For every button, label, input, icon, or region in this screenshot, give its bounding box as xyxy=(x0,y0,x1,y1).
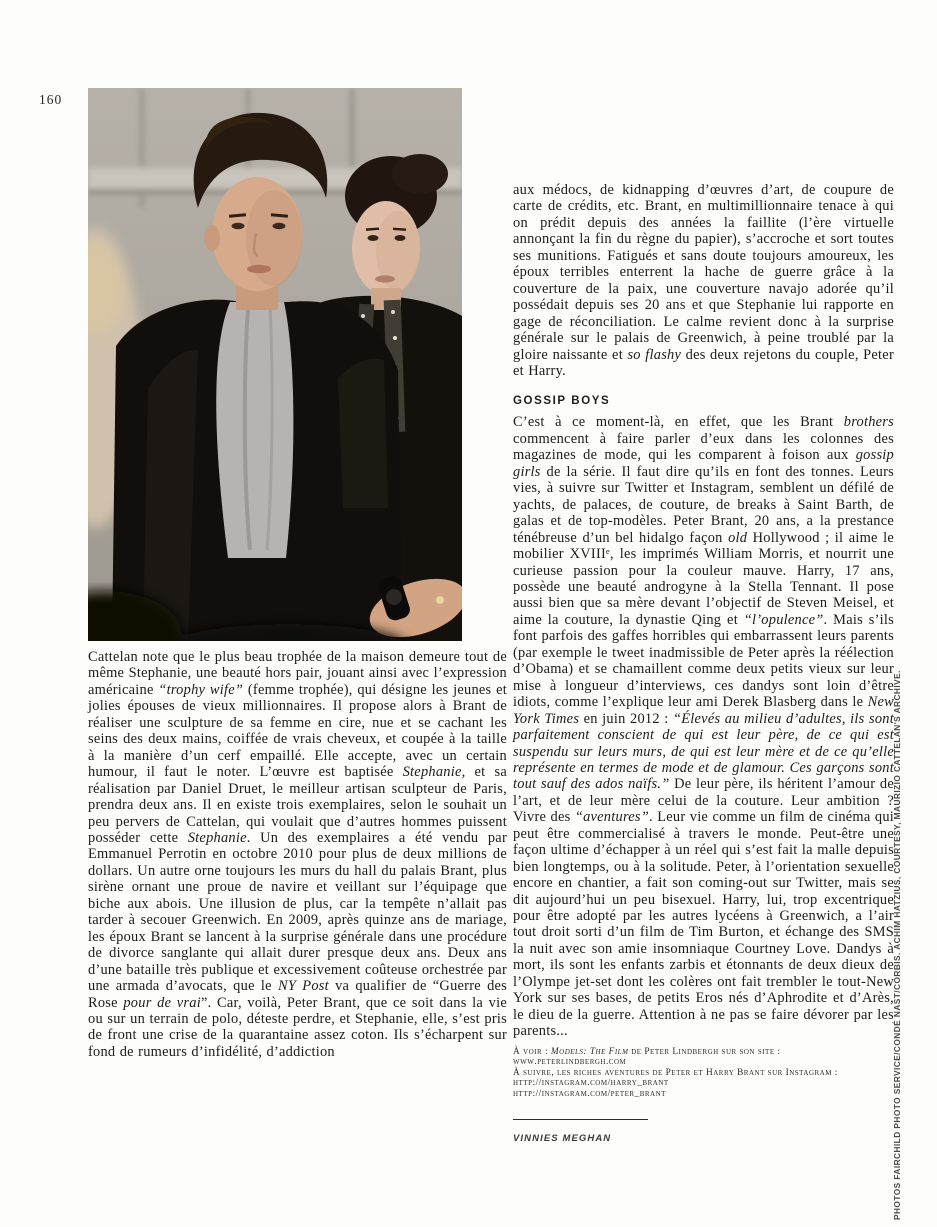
footer-link-see: À voir : Models: The Film de Peter Lindbergh sur son site : xyxy=(513,1046,781,1057)
photo-illustration xyxy=(88,88,462,641)
footer-link-instagram-harry: http://instagram.com/harry_brant xyxy=(513,1078,669,1089)
author-byline: VINNIES MEGHAN xyxy=(513,1132,612,1144)
footer-links-block xyxy=(513,1047,894,1100)
footer-link-instagram-peter: http://instagram.com/peter_brant xyxy=(513,1089,666,1100)
photo-peter-and-harry-brant xyxy=(88,88,462,641)
footer-link-lindbergh-site: www.peterlindbergh.com xyxy=(513,1057,627,1068)
left-column-paragraph: Cattelan note que le plus beau trophée de la maison demeure tout de même Stephanie, une beauté hors pair, jouant ainsi avec l’expression américaine “trophy wife” (femme trophée), qui désigne les jeunes et jolies épouses de vieux millionnaires. Il propose alors à Brant de réaliser une sculpture de sa femme en cire, nue et se cachant les seins des deux mains, coiffée de vrais cheveux, et coupée à la taille à la manière d’un cerf empaillé. Elle accepte, avec un certain humour, il faut le noter. L’œuvre est baptisée Stephanie, et sa réalisation par Daniel Druet, le meilleur artisan sculpteur de Paris, prendra deux ans. Il en existe trois exemplaires, selon le souhait un peu pervers de Cattelan, qui voulait que d’autres hommes puissent posséder cette Stephanie. Un des exemplaires a été vendu par Emmanuel Perrotin en octobre 2010 pour plus de deux millions de dollars. Un autre orne toujours les murs du hall du palais Brant, plus sirène ornant une proue de navire et veillant sur l’équipage que biche aux abois. Une illusion de plus, car la tempête n’allait pas tarder à secouer Greenwich. En 2009, après quinze ans de mariage, les époux Brant se lancent à la surprise générale dans une procédure de divorce sanglante qui allait durer presque deux ans. Deux ans d’une bataille très publique et excessivement coûteuse orchestrée par une armada d’avocats, que le NY Post va qualifier de “Guerre des Rose pour de vrai”. Car, voilà, Peter Brant, que ce soit dans la vie ou sur un terrain de polo, déteste perdre, et Stephanie, elle, s’est pris de front une crise de la quarantaine assez coton. Ils s’écharpent sur fond de rumeurs d’infidélité, d’addiction xyxy=(88,649,508,1060)
page-number: 160 xyxy=(39,92,63,107)
right-column-body: C’est à ce moment-là, en effet, que les Brant brothers commencent à faire parler d’eux dans les colonnes des magazines de mode, qui les comparent à foison aux gossip girls de la série. Il faut dire qu’ils en font des tonnes. Leurs vies, à suivre sur Twitter et Instagram, semblent un défilé de yachts, de palaces, de couture, de breaks à Saint Barth, de galas et de top-modèles. Peter Brant, 20 ans, a la prestance ténébreuse d’un bel hidalgo façon old Hollywood ; il aime le mobilier XVIIIᵉ, les imprimés William Morris, et nourrit une curieuse passion pour la couleur mauve. Harry, 17 ans, possède une beauté androgyne à la Stella Tennant. Il pose aussi bien que sa mère devant l’objectif de Steven Meisel, et aime la couture, la dynastie Qing et “l’opulence”. Mais s’ils font parfois des gaffes horribles qui embarrassent leurs parents (par exemple le tweet inadmissible de Peter après la réélection d’Obama) et se chamaillent comme deux petits vieux sur leur mise à longueur d’interviews, ces dandys sont loin d’être idiots, comme l’explique leur ami Derek Blasberg dans le New York Times en juin 2012 : “Élevés au milieu d’adultes, ils sont parfaitement conscient de qui est leur père, de ce qui est suspendu sur leurs murs, de qui est leur mère et de ce qu’elle représente en termes de mode et de glamour. Ces garçons sont tout sauf des ados naïfs.” De leur père, ils héritent l’amour de l’art, et de leur mère celui de la couture. Leur ambition ? Vivre des “aventures”. Leur vie comme un film de cinéma qui peut être commercialisé à travers le monde. Peut-être une façon ultime d’échapper à un réel qui s’est fait la malle depuis bien longtemps, ou à la solitude. Peter, à l’orientation sexuelle encore en chantier, a fait son coming-out sur Twitter, mais se dit aujourd’hui un peu bisexuel. Harry, lui, trop excentrique pour être adopté par les autres lycéens à Greenwich, a l’air tout droit sorti d’un film de Tim Burton, et échange des SMS la nuit avec son amie insomniaque Courtney Love. Dandys à mort, ils sont les enfants zarbis et étonnants de deux dieux de l’Olympe jet-set dont les colères ont fait trembler le tout-New York sur ses bases, de petits Eros nés d’Aphrodite et d’Arès, le dieu de la guerre. Attention à ne pas se faire dévorer par les parents... xyxy=(513,414,895,1040)
article-left-column xyxy=(88,649,507,1060)
article-right-column xyxy=(513,182,894,1144)
right-column-intro: aux médocs, de kidnapping d’œuvres d’art, de coupure de carte de crédits, etc. Brant, en multimillionnaire tenace à qui on prédit depuis des années la faillite (l’ère virtuelle annonçant la fin du règne du papier), s’accroche et sort toutes ses munitions. Fatigués et sans doute toujours amoureux, les époux terribles enterrent la hache de guerre grâce à la couverture de la paix, une couverture navajo adorée qu’il possédait depuis ses 20 ans et que Stephanie lui rapporte en gage de réconciliation. Le calme revient donc à la surprise générale sur le palais de Greenwich, à peine troublé par la gloire naissante et so flashy des deux rejetons du couple, Peter et Harry. xyxy=(513,182,894,379)
footer-link-follow: À suivre, les riches aventures de Peter et Harry Brant sur Instagram : xyxy=(513,1067,838,1078)
photo-scarf xyxy=(216,302,293,558)
byline-divider xyxy=(513,1119,648,1120)
section-heading-gossip-boys: GOSSIP BOYS xyxy=(513,395,611,408)
photo-credit-vertical: PHOTOS FAIRCHILD PHOTO SERVICE/CONDÉ NAST/CORBIS. ACHIM HATZIUS, COURTESY, MAURIZIO CATTELAN'S ARCHIVE. xyxy=(892,670,902,1220)
